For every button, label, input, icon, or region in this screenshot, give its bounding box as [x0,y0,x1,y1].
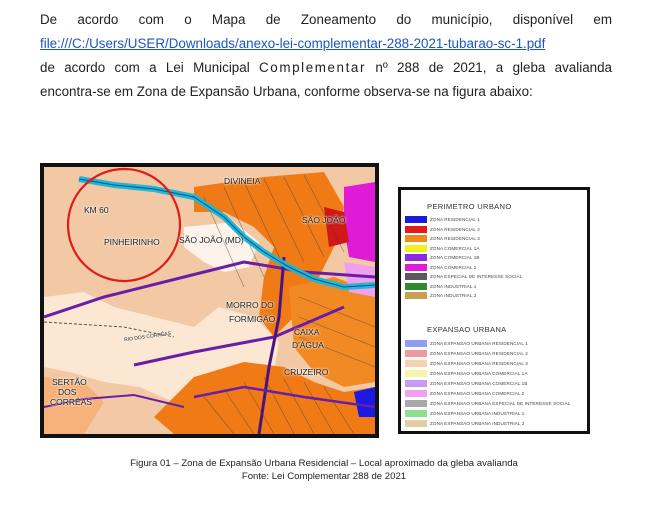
map-legend [398,187,590,434]
legend-item [405,389,524,398]
legend-label: ZONA COMERCIAL 2 [430,264,477,270]
map-label-divineia: DIVINEIA [224,176,261,186]
legend-label: ZONA EXPANSAO URBANA RESIDENCIAL 2 [430,351,528,356]
legend-swatch [405,226,427,233]
legend-swatch [405,283,427,290]
legend-item [405,253,480,262]
map-label-caixa: CAIXA [294,327,320,337]
paragraph-link-line [40,32,612,56]
legend-label: ZONA INDUSTRIAL 2 [430,293,477,298]
legend-swatch [405,340,427,347]
legend-title-expansao: EXPANSAO URBANA [427,325,507,334]
legend-item [405,215,480,224]
legend-label: ZONA EXPANSAO URBANA INDUSTRIAL 2 [430,421,525,426]
legend-label: ZONA RESIDENCIAL 3 [430,236,480,241]
legend-item [405,399,570,408]
intro-paragraph [40,8,612,104]
legend-swatch [405,273,427,280]
caption-line-2: Fonte: Lei Complementar 288 de 2021 [241,471,407,482]
map-label-km60: KM 60 [84,205,109,215]
legend-swatch [405,370,427,377]
legend-label: ZONA EXPANSAO URBANA COMERCIAL 1B [430,381,528,386]
legend-item [405,419,524,428]
legend-swatch [405,235,427,242]
paragraph-line-3b: Complementar [259,60,367,75]
legend-item [405,349,528,358]
legend-item [405,244,480,253]
legend-swatch [405,245,427,252]
paragraph-line-4: encontra-se em Zona de Expansão Urbana, conforme observa-se na figura abaixo: [40,84,533,99]
legend-label: ZONA RESIDENCIAL 2 [430,226,480,232]
caption-line-1: Figura 01 – Zona de Expansão Urbana Residencial – Local aproximado da gleba avalianda [130,458,518,469]
legend-item [405,379,528,388]
paragraph-line-3c: nº 288 de 2021, a gleba avalianda [375,60,612,75]
legend-label: ZONA INDUSTRIAL 1 [430,283,477,289]
legend-swatch [405,390,427,397]
figure-caption [0,457,648,483]
map-label-sao-joao: SÃO JOÃO [302,215,346,225]
legend-label: ZONA COMERCIAL 1B [430,255,480,260]
legend-label: ZONA ESPECIAL DE INTERESSE SOCIAL [430,274,523,279]
map-label-rio: RIO DOS CORRÊAS [123,330,172,344]
legend-label: ZONA COMERCIAL 1A [430,245,480,251]
legend-label: ZONA EXPANSAO URBANA RESIDENCIAL 3 [430,361,528,366]
legend-label: ZONA EXPANSAO URBANA ESPECIAL DE INTERESSE SOCIAL [430,401,571,406]
map-label-formigao: FORMIGÃO [229,314,276,324]
legend-label: ZONA EXPANSAO URBANA COMERCIAL 2 [430,391,525,396]
legend-item [405,234,480,243]
map-label-dagua: D'ÁGUA [292,340,324,350]
map-label-correas: CORRÊAS [50,397,93,407]
map-label-cruzeiro: CRUZEIRO [284,367,329,377]
legend-item [405,359,528,368]
legend-label: ZONA EXPANSAO URBANA INDUSTRIAL 1 [430,411,525,416]
legend-title-perimetro: PERIMETRO URBANO [427,202,512,211]
legend-item [405,291,476,300]
map-zone-commercial2 [344,182,375,262]
map-label-pinheirinho: PINHEIRINHO [104,237,160,247]
legend-swatch [405,216,427,223]
legend-label: ZONA RESIDENCIAL 1 [430,217,480,222]
legend-label: ZONA EXPANSAO URBANA RESIDENCIAL 1 [430,341,528,346]
legend-item [405,339,528,348]
legend-item [405,225,480,234]
legend-swatch [405,292,427,299]
map-label-sertao: SERTÃO [52,377,87,387]
legend-swatch [405,360,427,367]
map-label-sao-joao-md: SÃO JOÃO (MD) [179,235,244,245]
zoning-map-link[interactable]: file:///C:/Users/USER/Downloads/anexo-lei-complementar-288-2021-tubarao-sc-1.pdf [40,36,546,51]
legend-swatch [405,410,427,417]
legend-swatch [405,350,427,357]
zoning-map [40,163,379,438]
legend-swatch [405,420,427,427]
legend-swatch [405,380,427,387]
legend-label: ZONA EXPANSAO URBANA COMERCIAL 1A [430,371,528,376]
paragraph-line-1: De acordo com o Mapa de Zoneamento do município, disponível em [40,12,612,27]
legend-item [405,272,522,281]
map-label-morro-do: MORRO DO [226,300,274,310]
legend-swatch [405,264,427,271]
legend-swatch [405,254,427,261]
legend-item [405,369,528,378]
legend-item [405,282,476,291]
legend-swatch [405,400,427,407]
legend-item [405,409,524,418]
paragraph-line-3 [40,56,612,80]
map-label-dos: DOS [58,387,77,397]
legend-item [405,263,476,272]
paragraph-line-3a: de acordo com a Lei Municipal [40,60,250,75]
